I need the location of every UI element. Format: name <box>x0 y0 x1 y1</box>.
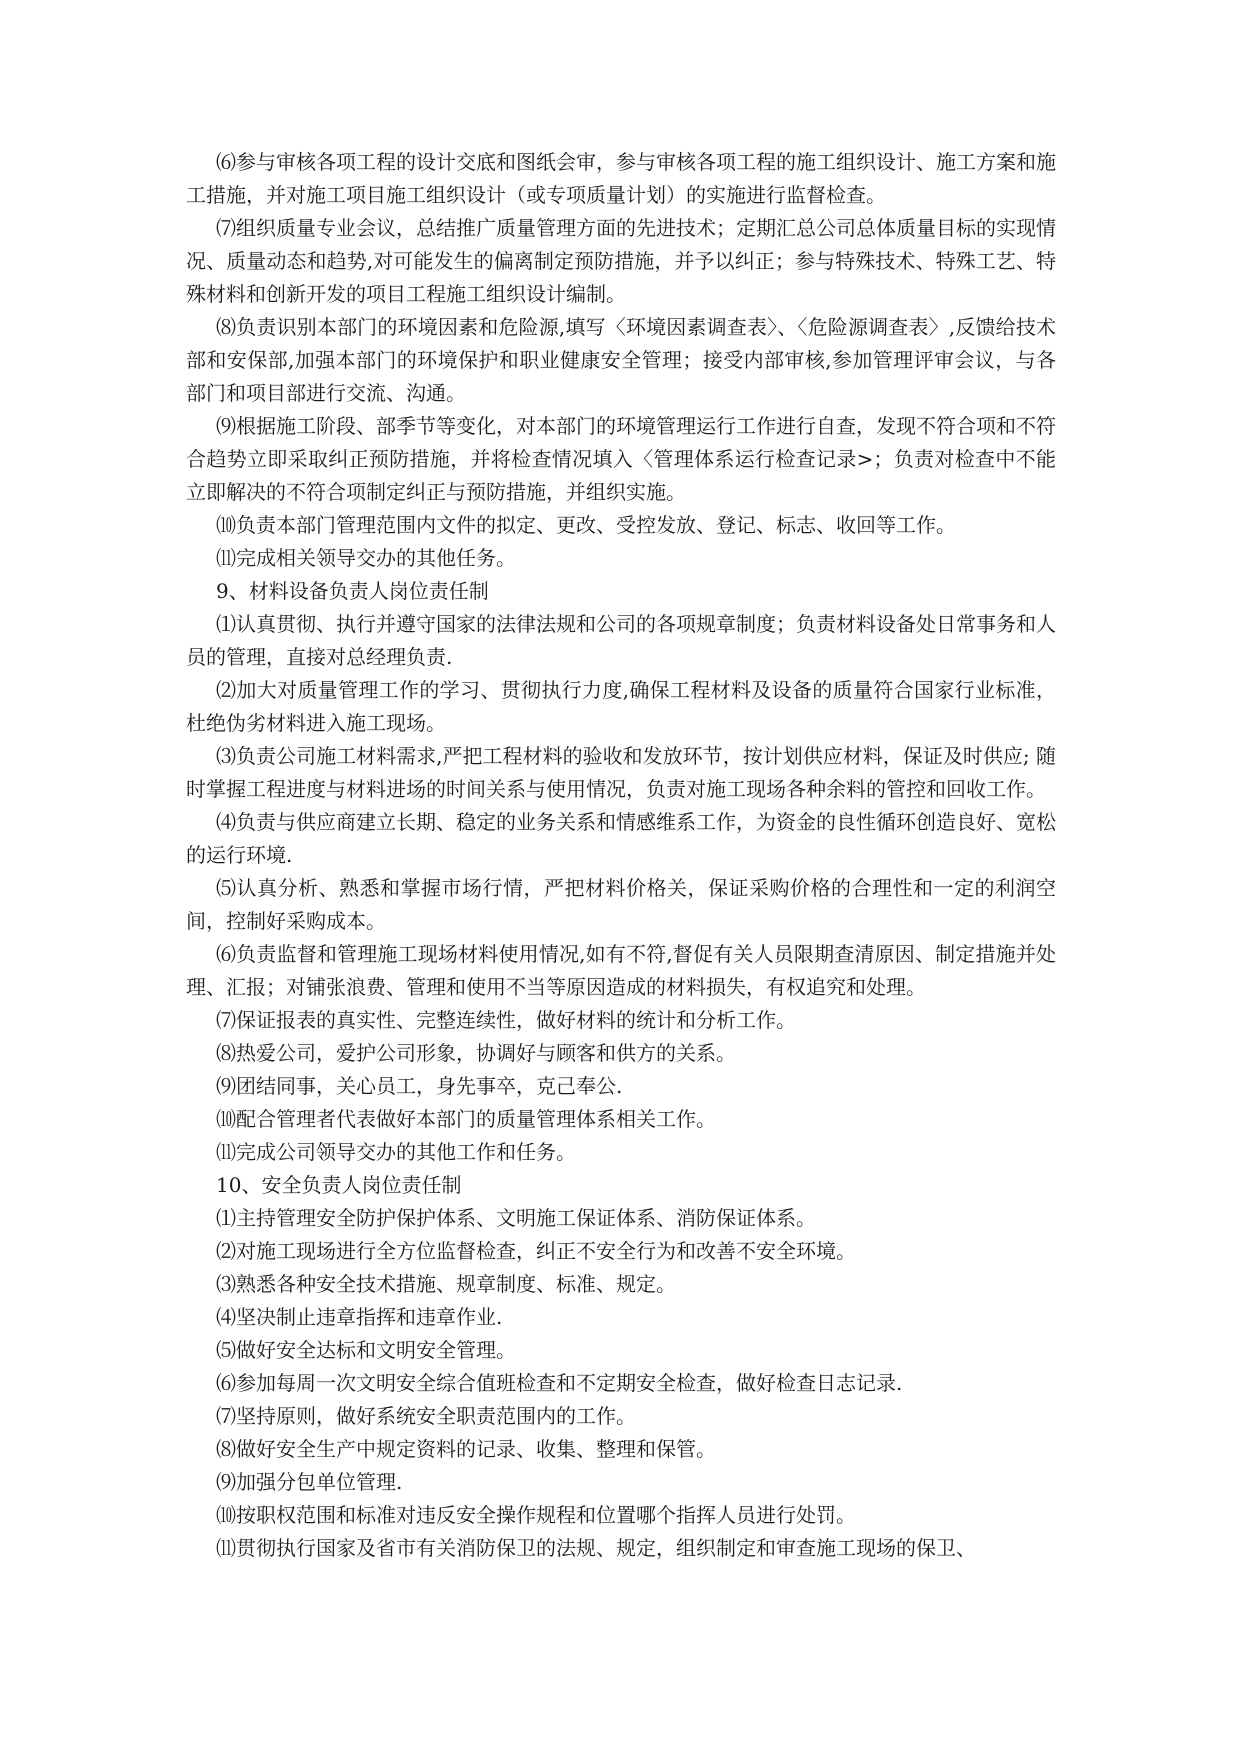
section-9-heading: 9、材料设备负责人岗位责任制 <box>216 579 489 603</box>
list-item: ⑹参与审核各项工程的设计交底和图纸会审，参与审核各项工程的施工组织设计、施工方案和施工措施，并对施工项目施工组织设计（或专项质量计划）的实施进行监督检查。 <box>186 150 1056 207</box>
list-item: ⑽按职权范围和标准对违反安全操作规程和位置哪个指挥人员进行处罚。 <box>216 1503 856 1527</box>
list-item: ⑸认真分析、熟悉和掌握市场行情，严把材料价格关，保证采购价格的合理性和一定的利润空间，控制好采购成本。 <box>186 876 1056 933</box>
list-item: ⑼根据施工阶段、部季节等变化，对本部门的环境管理运行工作进行自查，发现不符合项和不符合趋势立即采取纠正预防措施，并将检查情况填入〈管理体系运行检查记录>；负责对检查中不能立即解决的不符合项制定纠正与预防措施，并组织实施。 <box>186 414 1056 504</box>
list-item: ⑽配合管理者代表做好本部门的质量管理体系相关工作。 <box>216 1107 716 1131</box>
list-item: ⑷负责与供应商建立长期、稳定的业务关系和情感维系工作，为资金的良性循环创造良好、宽松的运行环境. <box>186 810 1056 867</box>
list-item: ⑽负责本部门管理范围内文件的拟定、更改、受控发放、登记、标志、收回等工作。 <box>216 513 956 537</box>
section-a-list <box>186 146 1056 575</box>
section-9-list <box>186 608 1056 1169</box>
list-item: ⑶负责公司施工材料需求,严把工程材料的验收和发放环节，按计划供应材料，保证及时供应; 随时掌握工程进度与材料进场的时间关系与使用情况，负责对施工现场各种余料的管控和回收工作。 <box>186 744 1056 801</box>
list-item: ⑾完成相关领导交办的其他任务。 <box>216 546 516 570</box>
list-item: ⑺保证报表的真实性、完整连续性，做好材料的统计和分析工作。 <box>216 1008 796 1032</box>
list-item: ⑻负责识别本部门的环境因素和危险源,填写〈环境因素调查表〉、〈危险源调查表〉,反馈给技术部和安保部,加强本部门的环境保护和职业健康安全管理；接受内部审核,参加管理评审会议，与各部门和项目部进行交流、沟通。 <box>186 315 1056 405</box>
list-item: ⑺坚持原则，做好系统安全职责范围内的工作。 <box>216 1404 636 1428</box>
list-item: ⑾完成公司领导交办的其他工作和任务。 <box>216 1140 576 1164</box>
list-item: ⑴认真贯彻、执行并遵守国家的法律法规和公司的各项规章制度；负责材料设备处日常事务和人员的管理，直接对总经理负责. <box>186 612 1056 669</box>
section-10-list <box>186 1202 1056 1565</box>
list-item: ⑵加大对质量管理工作的学习、贯彻执行力度,确保工程材料及设备的质量符合国家行业标准，杜绝伪劣材料进入施工现场。 <box>186 678 1056 735</box>
list-item: ⑵对施工现场进行全方位监督检查，纠正不安全行为和改善不安全环境。 <box>216 1239 856 1263</box>
list-item: ⑷坚决制止违章指挥和违章作业. <box>216 1305 503 1329</box>
list-item: ⑻做好安全生产中规定资料的记录、收集、整理和保管。 <box>216 1437 716 1461</box>
list-item: ⑶熟悉各种安全技术措施、规章制度、标准、规定。 <box>216 1272 676 1296</box>
list-item: ⑺组织质量专业会议，总结推广质量管理方面的先进技术；定期汇总公司总体质量目标的实现情况、质量动态和趋势,对可能发生的偏离制定预防措施，并予以纠正；参与特殊技术、特殊工艺、特殊材料和创新开发的项目工程施工组织设计编制。 <box>186 216 1056 306</box>
list-item: ⑸做好安全达标和文明安全管理。 <box>216 1338 516 1362</box>
list-item: ⑹负责监督和管理施工现场材料使用情况,如有不符,督促有关人员限期查清原因、制定措施并处理、汇报；对铺张浪费、管理和使用不当等原因造成的材料损失，有权追究和处理。 <box>186 942 1056 999</box>
list-item: ⑴主持管理安全防护保护体系、文明施工保证体系、消防保证体系。 <box>216 1206 816 1230</box>
section-10-heading: 10、安全负责人岗位责任制 <box>216 1173 462 1197</box>
list-item: ⑻热爱公司，爱护公司形象，协调好与顾客和供方的关系。 <box>216 1041 736 1065</box>
list-item: ⑼加强分包单位管理. <box>216 1470 403 1494</box>
list-item: ⑾贯彻执行国家及省市有关消防保卫的法规、规定，组织制定和审查施工现场的保卫、 <box>216 1536 976 1560</box>
document-body <box>186 146 1056 1565</box>
list-item: ⑹参加每周一次文明安全综合值班检查和不定期安全检查，做好检查日志记录. <box>216 1371 903 1395</box>
list-item: ⑼团结同事，关心员工，身先事卒，克己奉公. <box>216 1074 623 1098</box>
